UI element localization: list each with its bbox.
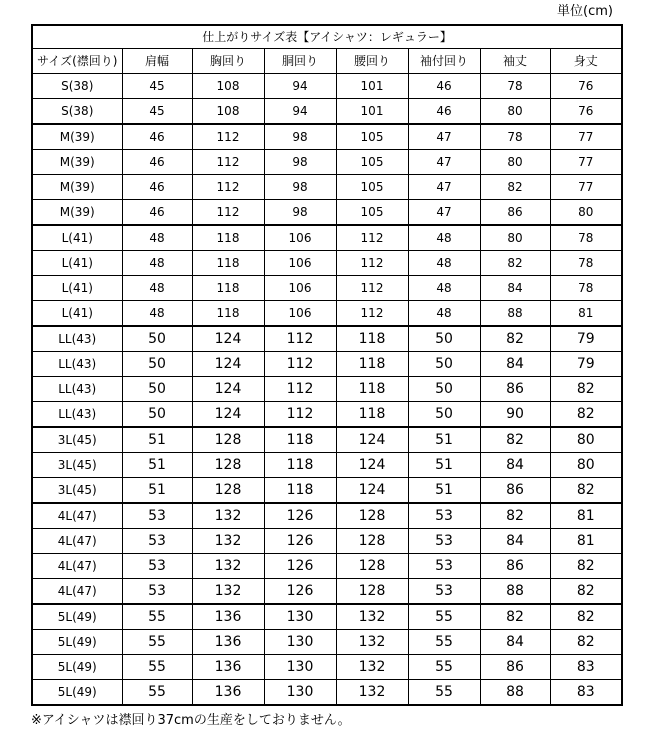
measurement-cell: 106 — [264, 251, 336, 276]
measurement-cell: 55 — [122, 680, 192, 706]
table-row — [32, 74, 622, 99]
measurement-cell: 126 — [264, 579, 336, 605]
table-row — [32, 554, 622, 579]
measurement-cell: 128 — [336, 503, 408, 529]
measurement-cell: 50 — [122, 402, 192, 428]
measurement-cell: 128 — [336, 579, 408, 605]
measurement-cell: 126 — [264, 503, 336, 529]
header-size: サイズ(襟回り) — [32, 49, 122, 74]
measurement-cell: 105 — [336, 200, 408, 226]
measurement-cell: 106 — [264, 276, 336, 301]
measurement-cell: 124 — [192, 377, 264, 402]
table-row — [32, 630, 622, 655]
measurement-cell: 53 — [408, 579, 480, 605]
measurement-cell: 82 — [480, 503, 550, 529]
header-chest: 胸回り — [192, 49, 264, 74]
size-cell: 5L(49) — [32, 655, 122, 680]
measurement-cell: 136 — [192, 630, 264, 655]
measurement-cell: 46 — [408, 74, 480, 99]
measurement-cell: 48 — [408, 251, 480, 276]
measurement-cell: 82 — [550, 604, 622, 630]
measurement-cell: 124 — [336, 478, 408, 504]
measurement-cell: 132 — [192, 503, 264, 529]
measurement-cell: 105 — [336, 150, 408, 175]
size-cell: M(39) — [32, 175, 122, 200]
measurement-cell: 126 — [264, 554, 336, 579]
size-cell: 4L(47) — [32, 529, 122, 554]
measurement-cell: 118 — [192, 276, 264, 301]
size-cell: 4L(47) — [32, 554, 122, 579]
measurement-cell: 112 — [336, 251, 408, 276]
measurement-cell: 53 — [122, 579, 192, 605]
measurement-cell: 112 — [192, 150, 264, 175]
measurement-cell: 118 — [336, 377, 408, 402]
measurement-cell: 77 — [550, 150, 622, 175]
measurement-cell: 106 — [264, 301, 336, 327]
measurement-cell: 51 — [122, 427, 192, 453]
measurement-cell: 55 — [408, 604, 480, 630]
measurement-cell: 130 — [264, 604, 336, 630]
table-row — [32, 529, 622, 554]
measurement-cell: 81 — [550, 503, 622, 529]
size-cell: 4L(47) — [32, 503, 122, 529]
measurement-cell: 48 — [122, 301, 192, 327]
measurement-cell: 98 — [264, 175, 336, 200]
measurement-cell: 81 — [550, 301, 622, 327]
measurement-cell: 78 — [550, 225, 622, 251]
measurement-cell: 136 — [192, 680, 264, 706]
measurement-cell: 132 — [192, 529, 264, 554]
measurement-cell: 51 — [408, 453, 480, 478]
measurement-cell: 82 — [550, 630, 622, 655]
measurement-cell: 48 — [408, 301, 480, 327]
header-waist: 胴回り — [264, 49, 336, 74]
measurement-cell: 78 — [480, 124, 550, 150]
table-row — [32, 427, 622, 453]
measurement-cell: 86 — [480, 478, 550, 504]
header-armhole: 袖付回り — [408, 49, 480, 74]
table-row — [32, 680, 622, 706]
measurement-cell: 128 — [336, 529, 408, 554]
table-row — [32, 175, 622, 200]
header-body-length: 身丈 — [550, 49, 622, 74]
table-row — [32, 377, 622, 402]
measurement-cell: 88 — [480, 301, 550, 327]
measurement-cell: 76 — [550, 74, 622, 99]
measurement-cell: 98 — [264, 124, 336, 150]
measurement-cell: 106 — [264, 225, 336, 251]
size-cell: 5L(49) — [32, 604, 122, 630]
measurement-cell: 98 — [264, 150, 336, 175]
measurement-cell: 80 — [480, 99, 550, 125]
measurement-cell: 50 — [408, 402, 480, 428]
measurement-cell: 55 — [122, 604, 192, 630]
measurement-cell: 51 — [408, 478, 480, 504]
measurement-cell: 78 — [550, 276, 622, 301]
footnote: ※アイシャツは襟回り37cmの生産をしておりません。 — [31, 713, 351, 728]
measurement-cell: 47 — [408, 150, 480, 175]
header-sleeve-length: 袖丈 — [480, 49, 550, 74]
measurement-cell: 128 — [192, 453, 264, 478]
size-cell: 4L(47) — [32, 579, 122, 605]
measurement-cell: 132 — [192, 579, 264, 605]
measurement-cell: 53 — [408, 503, 480, 529]
measurement-cell: 82 — [480, 175, 550, 200]
size-cell: M(39) — [32, 150, 122, 175]
measurement-cell: 112 — [336, 301, 408, 327]
measurement-cell: 112 — [336, 276, 408, 301]
measurement-cell: 132 — [192, 554, 264, 579]
measurement-cell: 53 — [122, 503, 192, 529]
measurement-cell: 84 — [480, 276, 550, 301]
measurement-cell: 112 — [264, 377, 336, 402]
size-cell: M(39) — [32, 200, 122, 226]
measurement-cell: 118 — [336, 326, 408, 352]
size-cell: 3L(45) — [32, 453, 122, 478]
measurement-cell: 98 — [264, 200, 336, 226]
measurement-cell: 118 — [336, 352, 408, 377]
measurement-cell: 88 — [480, 579, 550, 605]
measurement-cell: 53 — [408, 554, 480, 579]
measurement-cell: 46 — [122, 200, 192, 226]
measurement-cell: 130 — [264, 630, 336, 655]
measurement-cell: 112 — [264, 402, 336, 428]
measurement-cell: 112 — [192, 124, 264, 150]
measurement-cell: 55 — [408, 655, 480, 680]
size-cell: L(41) — [32, 301, 122, 327]
measurement-cell: 47 — [408, 175, 480, 200]
measurement-cell: 55 — [408, 680, 480, 706]
measurement-cell: 48 — [122, 276, 192, 301]
size-cell: 3L(45) — [32, 478, 122, 504]
measurement-cell: 53 — [122, 554, 192, 579]
measurement-cell: 118 — [336, 402, 408, 428]
measurement-cell: 80 — [480, 150, 550, 175]
measurement-cell: 126 — [264, 529, 336, 554]
table-row — [32, 579, 622, 605]
measurement-cell: 105 — [336, 175, 408, 200]
measurement-cell: 82 — [550, 579, 622, 605]
measurement-cell: 50 — [122, 326, 192, 352]
size-cell: S(38) — [32, 99, 122, 125]
measurement-cell: 50 — [122, 377, 192, 402]
measurement-cell: 132 — [336, 655, 408, 680]
measurement-cell: 108 — [192, 74, 264, 99]
measurement-cell: 79 — [550, 352, 622, 377]
measurement-cell: 51 — [122, 453, 192, 478]
measurement-cell: 78 — [480, 74, 550, 99]
measurement-cell: 130 — [264, 655, 336, 680]
measurement-cell: 124 — [336, 453, 408, 478]
table-row — [32, 124, 622, 150]
measurement-cell: 77 — [550, 124, 622, 150]
measurement-cell: 118 — [192, 251, 264, 276]
header-shoulder: 肩幅 — [122, 49, 192, 74]
measurement-cell: 94 — [264, 74, 336, 99]
measurement-cell: 118 — [192, 301, 264, 327]
measurement-cell: 50 — [122, 352, 192, 377]
measurement-cell: 82 — [550, 554, 622, 579]
size-cell: 5L(49) — [32, 630, 122, 655]
measurement-cell: 84 — [480, 453, 550, 478]
measurement-cell: 128 — [336, 554, 408, 579]
measurement-cell: 130 — [264, 680, 336, 706]
measurement-cell: 48 — [408, 276, 480, 301]
measurement-cell: 55 — [408, 630, 480, 655]
measurement-cell: 82 — [480, 604, 550, 630]
measurement-cell: 90 — [480, 402, 550, 428]
measurement-cell: 118 — [192, 225, 264, 251]
table-row — [32, 301, 622, 327]
measurement-cell: 48 — [408, 225, 480, 251]
measurement-cell: 105 — [336, 124, 408, 150]
measurement-cell: 83 — [550, 680, 622, 706]
table-row — [32, 200, 622, 226]
size-cell: LL(43) — [32, 352, 122, 377]
measurement-cell: 46 — [122, 124, 192, 150]
measurement-cell: 84 — [480, 529, 550, 554]
measurement-cell: 118 — [264, 453, 336, 478]
measurement-cell: 80 — [550, 200, 622, 226]
measurement-cell: 51 — [408, 427, 480, 453]
measurement-cell: 82 — [550, 402, 622, 428]
size-cell: L(41) — [32, 251, 122, 276]
size-cell: 3L(45) — [32, 427, 122, 453]
measurement-cell: 101 — [336, 99, 408, 125]
table-title: 仕上がりサイズ表【アイシャツ：レギュラー】 — [32, 25, 622, 49]
measurement-cell: 53 — [122, 529, 192, 554]
measurement-cell: 45 — [122, 99, 192, 125]
measurement-cell: 80 — [550, 427, 622, 453]
measurement-cell: 86 — [480, 554, 550, 579]
measurement-cell: 47 — [408, 124, 480, 150]
measurement-cell: 136 — [192, 655, 264, 680]
measurement-cell: 80 — [550, 453, 622, 478]
measurement-cell: 118 — [264, 478, 336, 504]
measurement-cell: 136 — [192, 604, 264, 630]
measurement-cell: 47 — [408, 200, 480, 226]
table-row — [32, 326, 622, 352]
size-cell: L(41) — [32, 276, 122, 301]
table-row — [32, 99, 622, 125]
measurement-cell: 101 — [336, 74, 408, 99]
measurement-cell: 81 — [550, 529, 622, 554]
size-cell: S(38) — [32, 74, 122, 99]
measurement-cell: 132 — [336, 604, 408, 630]
measurement-cell: 124 — [192, 326, 264, 352]
measurement-cell: 86 — [480, 200, 550, 226]
measurement-cell: 132 — [336, 680, 408, 706]
table-row — [32, 402, 622, 428]
header-hip: 腰回り — [336, 49, 408, 74]
size-cell: M(39) — [32, 124, 122, 150]
measurement-cell: 51 — [122, 478, 192, 504]
measurement-cell: 112 — [264, 326, 336, 352]
measurement-cell: 94 — [264, 99, 336, 125]
measurement-cell: 112 — [336, 225, 408, 251]
measurement-cell: 55 — [122, 655, 192, 680]
measurement-cell: 108 — [192, 99, 264, 125]
measurement-cell: 83 — [550, 655, 622, 680]
table-row — [32, 478, 622, 504]
measurement-cell: 48 — [122, 225, 192, 251]
table-row — [32, 503, 622, 529]
measurement-cell: 50 — [408, 352, 480, 377]
measurement-cell: 46 — [122, 175, 192, 200]
measurement-cell: 124 — [192, 402, 264, 428]
measurement-cell: 84 — [480, 630, 550, 655]
measurement-cell: 86 — [480, 377, 550, 402]
measurement-cell: 48 — [122, 251, 192, 276]
measurement-cell: 53 — [408, 529, 480, 554]
table-row — [32, 604, 622, 630]
table-row — [32, 276, 622, 301]
measurement-cell: 88 — [480, 680, 550, 706]
measurement-cell: 112 — [192, 175, 264, 200]
table-row — [32, 352, 622, 377]
measurement-cell: 86 — [480, 655, 550, 680]
size-cell: LL(43) — [32, 377, 122, 402]
measurement-cell: 50 — [408, 326, 480, 352]
size-cell: LL(43) — [32, 402, 122, 428]
measurement-cell: 46 — [122, 150, 192, 175]
table-row — [32, 225, 622, 251]
size-cell: LL(43) — [32, 326, 122, 352]
measurement-cell: 82 — [550, 478, 622, 504]
measurement-cell: 82 — [480, 251, 550, 276]
measurement-cell: 82 — [480, 427, 550, 453]
table-row — [32, 150, 622, 175]
measurement-cell: 50 — [408, 377, 480, 402]
measurement-cell: 124 — [192, 352, 264, 377]
unit-label: 単位(cm) — [557, 4, 613, 19]
table-body — [32, 74, 622, 706]
measurement-cell: 112 — [192, 200, 264, 226]
measurement-cell: 46 — [408, 99, 480, 125]
column-header-row — [32, 49, 622, 74]
measurement-cell: 79 — [550, 326, 622, 352]
measurement-cell: 45 — [122, 74, 192, 99]
measurement-cell: 82 — [550, 377, 622, 402]
measurement-cell: 77 — [550, 175, 622, 200]
size-table — [31, 24, 623, 706]
size-cell: 5L(49) — [32, 680, 122, 706]
measurement-cell: 82 — [480, 326, 550, 352]
measurement-cell: 128 — [192, 478, 264, 504]
measurement-cell: 55 — [122, 630, 192, 655]
measurement-cell: 112 — [264, 352, 336, 377]
measurement-cell: 78 — [550, 251, 622, 276]
measurement-cell: 128 — [192, 427, 264, 453]
measurement-cell: 124 — [336, 427, 408, 453]
measurement-cell: 76 — [550, 99, 622, 125]
measurement-cell: 118 — [264, 427, 336, 453]
measurement-cell: 84 — [480, 352, 550, 377]
table-row — [32, 251, 622, 276]
table-row — [32, 453, 622, 478]
size-cell: L(41) — [32, 225, 122, 251]
table-row — [32, 655, 622, 680]
measurement-cell: 80 — [480, 225, 550, 251]
measurement-cell: 132 — [336, 630, 408, 655]
